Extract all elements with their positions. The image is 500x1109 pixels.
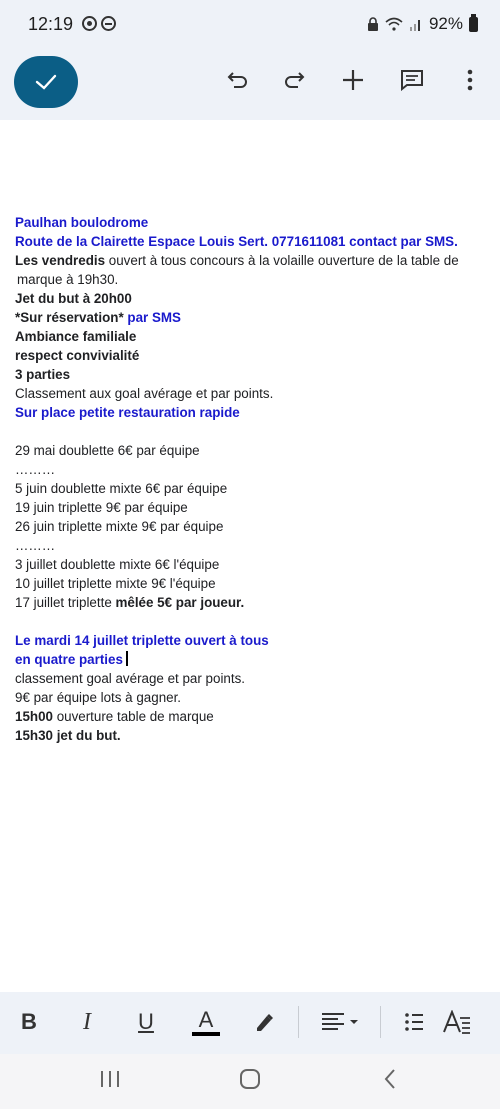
schedule-line: 3 juillet doublette mixte 6€ l'équipe <box>15 557 220 572</box>
schedule-line: 19 juin triplette 9€ par équipe <box>15 500 188 515</box>
doc-quatre: en quatre parties <box>15 650 493 669</box>
doc-restauration: Sur place petite restauration rapide <box>15 405 240 420</box>
schedule-line: 26 juin triplette mixte 9€ par équipe <box>15 519 224 534</box>
home-button[interactable] <box>239 1068 261 1095</box>
more-vert-icon <box>467 69 473 91</box>
comment-icon <box>400 69 424 91</box>
more-options-button[interactable] <box>454 64 486 96</box>
doc-ambiance: Ambiance familiale <box>15 329 137 344</box>
home-icon <box>239 1068 261 1090</box>
doc-classement: Classement aux goal avérage et par points. <box>15 386 274 401</box>
schedule-line: 10 juillet triplette mixte 9€ l'équipe <box>15 576 216 591</box>
doc-friday-cont: marque à 19h30. <box>17 272 119 287</box>
text-style-icon <box>442 1010 472 1034</box>
recents-button[interactable] <box>98 1068 122 1095</box>
back-button[interactable] <box>382 1068 398 1095</box>
schedule-dots: ……… <box>15 538 56 553</box>
battery-percent: 92% <box>428 14 463 33</box>
doc-lots: 9€ par équipe lots à gagner. <box>15 690 182 705</box>
lock-icon <box>367 17 379 31</box>
done-button[interactable] <box>14 56 78 108</box>
align-button[interactable] <box>318 1006 364 1038</box>
align-icon <box>320 1011 362 1033</box>
doc-mardi: Le mardi 14 juillet triplette ouvert à tous <box>15 633 269 648</box>
status-bar <box>0 0 500 48</box>
doc-friday: Les vendredis ouvert à tous concours à la volaille ouverture de la table de <box>15 253 459 268</box>
redo-button[interactable] <box>278 64 310 96</box>
undo-icon <box>226 69 250 91</box>
text-cursor <box>126 651 128 666</box>
comment-button[interactable] <box>396 64 428 96</box>
battery-icon <box>469 17 478 32</box>
undo-button[interactable] <box>222 64 254 96</box>
doc-respect: respect convivialité <box>15 348 140 363</box>
doc-jet: Jet du but à 20h00 <box>15 291 132 306</box>
redo-icon <box>282 69 306 91</box>
record-icon <box>82 16 97 31</box>
status-time: 12:19 <box>28 14 74 34</box>
schedule-dots: ……… <box>15 462 56 477</box>
highlight-button[interactable] <box>248 1006 280 1038</box>
list-icon <box>403 1011 425 1033</box>
schedule-line: 5 juin doublette mixte 6€ par équipe <box>15 481 228 496</box>
doc-ouverture: 15h00 ouverture table de marque <box>15 709 214 724</box>
doc-classement2: classement goal avérage et par points. <box>15 671 246 686</box>
doc-parties: 3 parties <box>15 367 71 382</box>
doc-reservation: *Sur réservation* par SMS <box>15 310 181 325</box>
signal-icon <box>409 17 423 31</box>
plus-icon <box>342 69 364 91</box>
schedule-line: 17 juillet triplette mêlée 5€ par joueur. <box>15 595 245 610</box>
recents-icon <box>98 1068 122 1090</box>
list-button[interactable] <box>400 1006 428 1038</box>
dnd-icon <box>101 16 116 31</box>
navigation-bar <box>0 1054 500 1109</box>
wifi-icon <box>385 17 403 31</box>
text-color-swatch <box>192 1032 220 1036</box>
back-icon <box>382 1068 398 1090</box>
bold-button[interactable]: B <box>21 1009 37 1034</box>
check-icon <box>34 72 58 92</box>
text-color-button[interactable]: A <box>190 1006 222 1038</box>
underline-button[interactable]: U <box>138 1009 154 1034</box>
document-body[interactable] <box>15 213 493 745</box>
highlight-icon <box>253 1011 275 1033</box>
doc-title: Paulhan boulodrome <box>15 215 149 230</box>
insert-button[interactable] <box>337 64 369 96</box>
editor-toolbar <box>0 48 500 120</box>
format-toolbar <box>0 992 500 1054</box>
text-style-button[interactable] <box>440 1006 474 1038</box>
italic-button[interactable]: I <box>83 1008 91 1035</box>
doc-jet2: 15h30 jet du but. <box>15 728 121 743</box>
doc-address: Route de la Clairette Espace Louis Sert. 0771611081 contact par SMS. <box>15 234 458 249</box>
schedule-line: 29 mai doublette 6€ par équipe <box>15 443 200 458</box>
